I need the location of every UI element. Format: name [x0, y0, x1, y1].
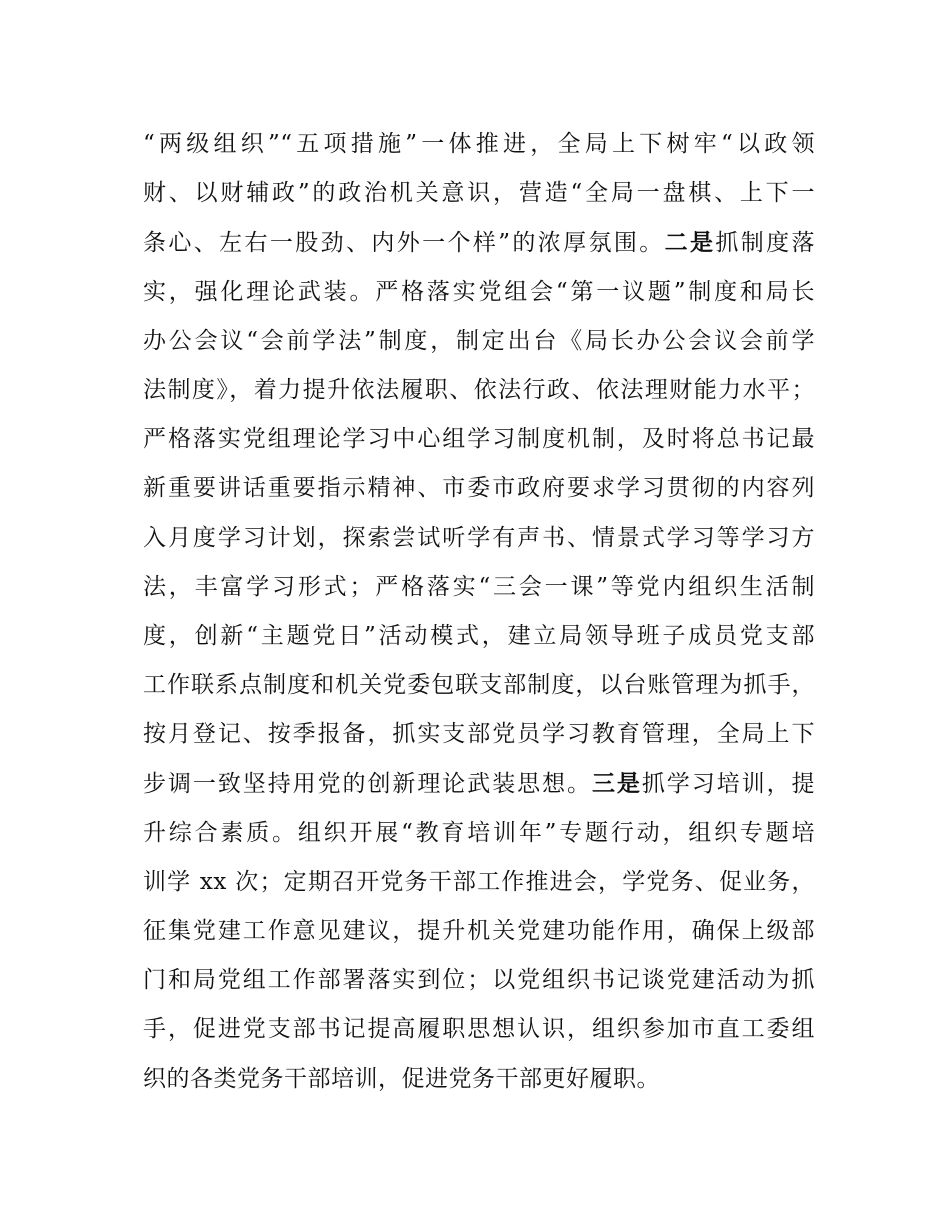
text-line: 织的各类党务干部培训，促进党务干部更好履职。 — [143, 1065, 660, 1092]
text-line: 升综合素质。组织开展“教育培训年”专题行动，组织专题培 — [143, 819, 815, 846]
bold-heading-marker: 二是 — [664, 229, 716, 257]
text-run: 条心、左右一股劲、内外一个样”的浓厚氛围。 — [143, 230, 665, 257]
text-line — [143, 759, 815, 808]
text-line: 办公会议“会前学法”制度，制定出台《局长办公会议会前学 — [143, 327, 815, 354]
body-paragraph — [143, 120, 815, 1104]
text-line: 按月登记、按季报备，抓实支部党员学习教育管理，全局上下 — [143, 721, 815, 748]
bold-heading-marker: 三是 — [591, 770, 642, 798]
text-run: 步调一致坚持用党的创新理论武装思想。 — [143, 771, 592, 798]
text-line: 度，创新“主题党日”活动模式，建立局领导班子成员党支部 — [143, 622, 815, 649]
text-line: 财、以财辅政”的政治机关意识，营造“全局一盘棋、上下一 — [143, 180, 815, 207]
text-run: 抓制度落 — [715, 230, 815, 257]
text-line: 法制度》，着力提升依法履职、依法行政、依法理财能力水平； — [143, 376, 815, 403]
text-line: 入月度学习计划，探索尝试听学有声书、情景式学习等学习方 — [143, 524, 815, 551]
text-line: 法，丰富学习形式；严格落实“三会一课”等党内组织生活制 — [143, 573, 815, 600]
text-line: 实，强化理论武装。严格落实党组会“第一议题”制度和局长 — [143, 278, 815, 305]
text-line: “两级组织”“五项措施”一体推进，全局上下树牢“以政领 — [143, 131, 815, 157]
text-line: 工作联系点制度和机关党委包联支部制度，以台账管理为抓手， — [143, 672, 815, 699]
text-line: 手，促进党支部书记提高履职思想认识，组织参加市直工委组 — [143, 1016, 815, 1043]
text-line: 门和局党组工作部署落实到位；以党组织书记谈党建活动为抓 — [143, 967, 815, 994]
text-line: 新重要讲话重要指示精神、市委市政府要求学习贯彻的内容列 — [143, 475, 815, 502]
text-line: 征集党建工作意见建议，提升机关党建功能作用，确保上级部 — [143, 918, 815, 944]
text-run: 抓学习培训，提 — [641, 771, 816, 798]
text-line — [143, 218, 815, 267]
text-line: 训学 xx 次；定期召开党务干部工作推进会，学党务、促业务， — [143, 868, 815, 895]
text-line: 严格落实党组理论学习中心组学习制度机制，及时将总书记最 — [143, 426, 815, 453]
